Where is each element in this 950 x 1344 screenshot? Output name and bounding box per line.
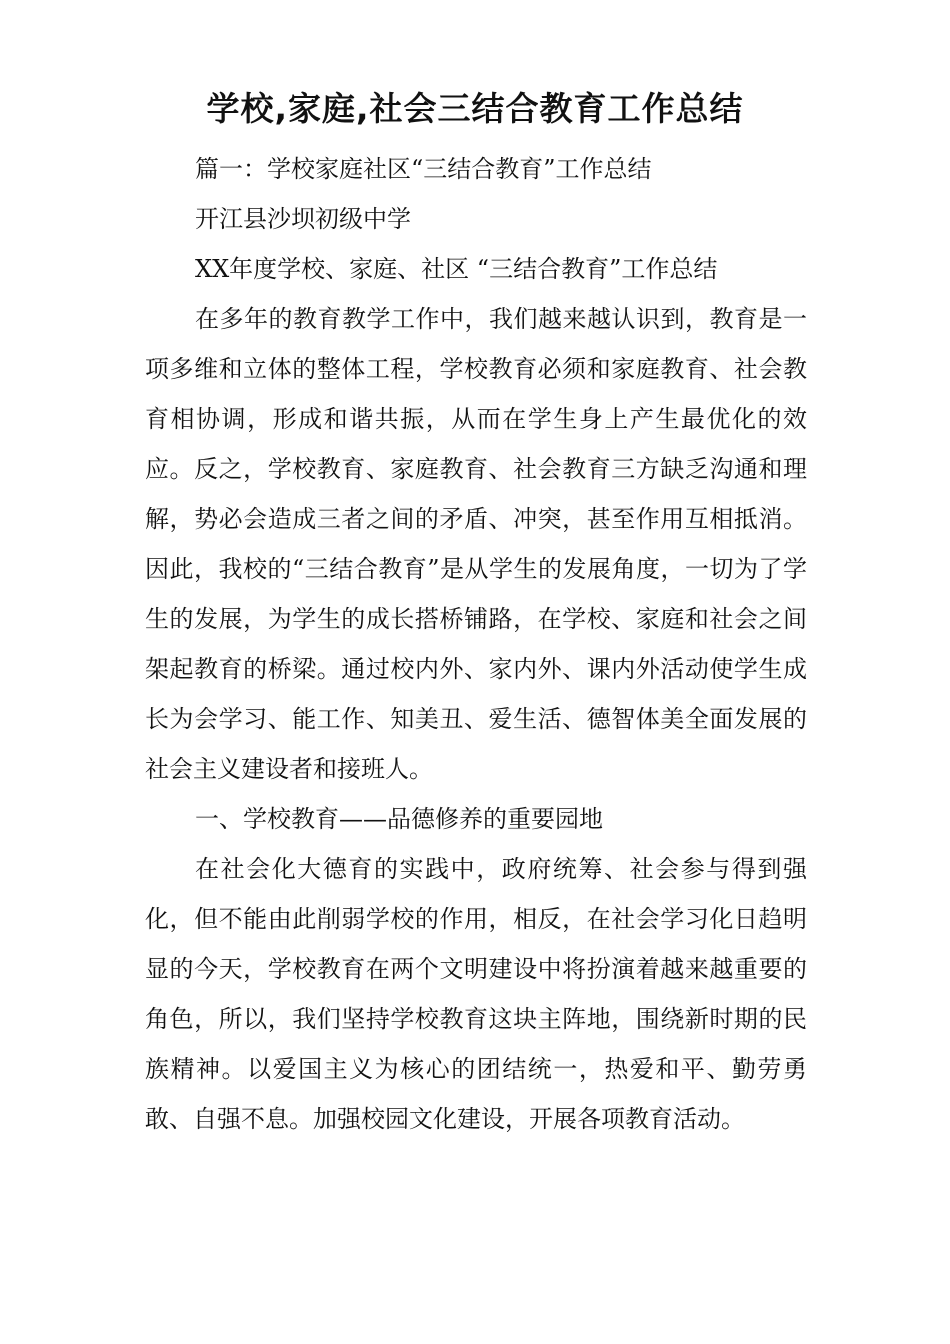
- subtitle: 篇一：学校家庭社区“三结合教育”工作总结: [195, 155, 652, 183]
- intro-paragraph: 在多年的教育教学工作中，我们越来越认识到，教育是一项多维和立体的整体工程，学校教育必须和家庭教育、社会教育相协调，形成和谐共振，从而在学生身上产生最优化的效应。反之，学校教育、家庭教育、社会教育三方缺乏沟通和理解，势必会造成三者之间的矛盾、冲突，甚至作用互相抵消。因此，我校的“三结合教育”是从学生的发展角度，一切为了学生的发展，为学生的成长搭桥铺路，在学校、家庭和社会之间架起教育的桥梁。通过校内外、家内外、课内外活动使学生成长为会学习、能工作、知美丑、爱生活、德智体美全面发展的社会主义建设者和接班人。: [145, 305, 807, 783]
- school-name: 开江县沙坝初级中学: [195, 205, 411, 233]
- document-body: [145, 144, 807, 1144]
- year-heading: XX年度学校、家庭、社区 “三结合教育”工作总结: [195, 255, 718, 283]
- section-one-paragraph: 在社会化大德育的实践中，政府统筹、社会参与得到强化，但不能由此削弱学校的作用，相反，在社会学习化日趋明显的今天，学校教育在两个文明建设中将扮演着越来越重要的角色，所以，我们坚持学校教育这块主阵地，围绕新时期的民族精神。以爱国主义为核心的团结统一，热爱和平、勤劳勇敢、自强不息。加强校园文化建设，开展各项教育活动。: [145, 855, 807, 1133]
- document-title: 学校,家庭,社会三结合教育工作总结: [206, 89, 744, 128]
- section-one-heading: 一、学校教育——品德修养的重要园地: [195, 805, 603, 833]
